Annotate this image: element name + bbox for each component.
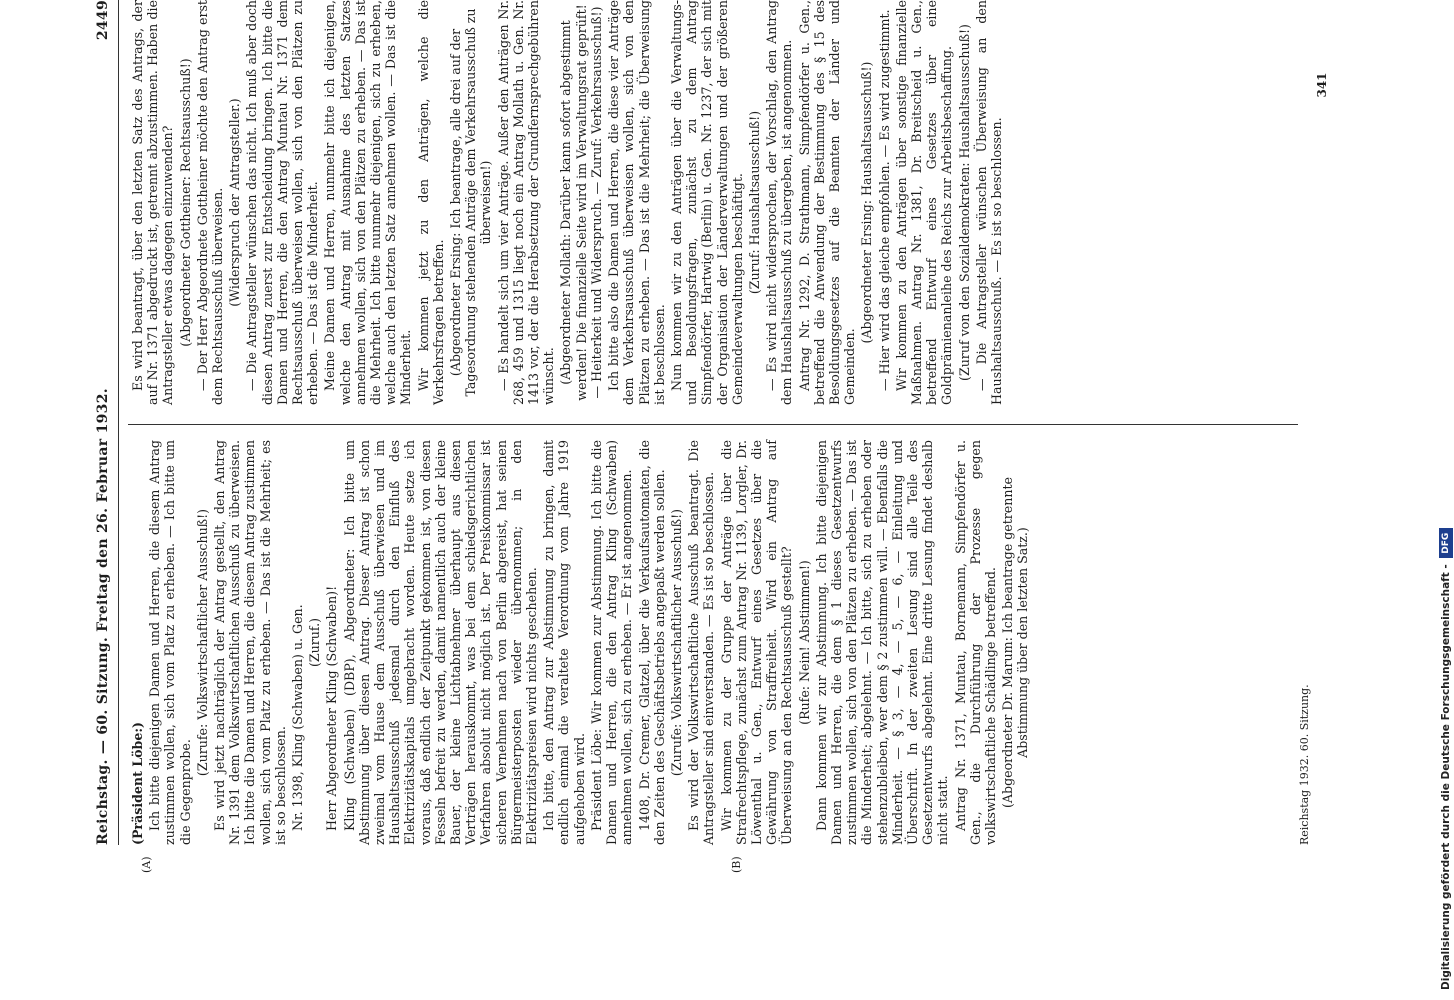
paragraph: Nr. 1398, Kling (Schwaben) u. Gen. bbox=[290, 604, 306, 831]
document-page bbox=[80, 0, 1355, 873]
interjection: (Abgeordneter Gottheiner: Rechtsausschuß!) bbox=[177, 58, 193, 347]
paragraph: Wir kommen jetzt zu den Anträgen, welche die Verkehrsfragen betreffen. bbox=[415, 0, 446, 405]
interjection: (Zurufe: Volkswirtschaftlicher Ausschuß!) bbox=[194, 508, 210, 777]
column-divider bbox=[128, 424, 1298, 425]
paragraph: Antrag Nr. 1292, D. Strathmann, Simpfendörfer u. Gen., betreffend die Anwendung der Bestimmung des § 15 des Besoldungsgesetzes auf die Beamten der Länder und Gemeinden. bbox=[796, 0, 858, 405]
digitization-text: Digitalisierung gefördert durch die Deutsche Forschungsgemeinschaft - bbox=[1440, 564, 1452, 990]
header-title: Reichstag. — 60. Sitzung. Freitag den 26. Februar 1932. bbox=[95, 388, 111, 845]
interjection: (Zuruf von den Sozialdemokraten: Haushaltsausschuß!) bbox=[956, 24, 972, 381]
paragraph: Es wird der Volkswirtschaftliche Ausschuß beantragt. Die Antragsteller sind einverstanden. — Es ist so beschlossen. bbox=[686, 440, 717, 845]
speaker-line: (Präsident Löbe:) bbox=[130, 722, 145, 845]
paragraph: Ich bitte diejenigen Damen und Herren, die diesem Antrag zustimmen wollen, sich vom Platz zu erheben. — Ich bitte um die Gegenprobe. bbox=[147, 440, 193, 845]
interjection: (Abgeordneter Ersing: Ich beantrage, alle drei auf der Tagesordnung stehenden Anträge dem Verkehrsausschuß zu überweisen!) bbox=[448, 8, 494, 397]
page-header bbox=[92, 0, 114, 845]
interjection: (Abgeordneter Mollath: Darüber kann sofort abgestimmt werden! Die finanzielle Seite wird im Verwaltungsrat geprüft! — Heiterkeit und Widerspruch. — Zuruf: Verkehrsausschuß!) bbox=[558, 4, 604, 401]
paragraph: — Es wird nicht widersprochen, der Vorschlag, den Antrag dem Haushaltsausschuß zu übergeben, ist angenommen. bbox=[764, 0, 795, 405]
header-page-number: 2449 bbox=[95, 0, 111, 41]
paragraph: Dann kommen wir zur Abstimmung. Ich bitte diejenigen Damen und Herren, die dem § 1 dieses Gesetzentwurfs zustimmen wollen, sich von den Plätzen zu erheben. — Das ist die Minderheit; abgelehnt. — Ich bitte, sich zu erheben oder stehenzubleiben, wer dem § 2 zustimmen will. — Ebenfalls die Minderheit. — § 3, — 4, — 5, — 6, — Einleitung und Überschrift. In der zweiten Lesung sind alle Teile des Gesetzentwurfs abgelehnt. Eine dritte Lesung findet deshalb nicht statt. bbox=[813, 440, 951, 845]
page-footer: Reichstag 1932. 60. Sitzung. bbox=[1298, 684, 1311, 845]
interjection: (Zuruf: Haushaltsausschuß!) bbox=[746, 110, 762, 295]
paragraph: Präsident Löbe: Wir kommen zur Abstimmung. Ich bitte die Damen und Herren, die den Antrag Kling (Schwaben) annehmen wollen, sich zu erheben. — Er ist angenommen. bbox=[588, 440, 635, 845]
paragraph: Antrag Nr. 1371, Muntau, Bornemann, Simpfendörfer u. Gen., die Durchführung der Prozesse gegen volkswirtschaftliche Schädlinge betreffend. bbox=[952, 440, 998, 845]
footer-number: 341 bbox=[1315, 72, 1329, 98]
paragraph: Herr Abgeordneter Kling (Schwaben)! bbox=[324, 585, 340, 831]
paragraph: Wir kommen zu der Gruppe der Anträge über die Strafrechtspflege, zunächst zum Antrag Nr. 1139, Lorgler, Dr. Löwenthal u. Gen., Entwurf eines Gesetzes über die Gewährung von Straffreiheit. Wird ein Antrag auf Überweisung an den Rechtsausschuß gestellt? bbox=[718, 440, 795, 845]
paragraph: Nun kommen wir zu den Anträgen über die Verwaltungs- und Besoldungsfragen, zunächst zu dem Antrag Simpfendörfer, Hartwig (Berlin) u. Gen. Nr. 1237, der sich mit der Organisation der Länderverwaltungen und der größeren Gemeindeverwaltungen beschäftigt. bbox=[668, 0, 745, 405]
paragraph: — Hier wird das gleiche empfohlen. — Es wird zugestimmt. bbox=[876, 9, 892, 391]
header-rule bbox=[118, 0, 119, 845]
paragraph: Meine Damen und Herren, nunmehr bitte ich diejenigen, welche den Antrag mit Ausnahme des letzten Satzes annehmen wollen, sich von den Plätzen zu erheben. — Das ist die Mehrheit. Ich bitte nunmehr diejenigen, sich zu erheben, welche auch den letzten Satz annehmen wollen. — Das ist die Minderheit. bbox=[322, 0, 414, 405]
right-column bbox=[130, 0, 1290, 405]
left-column bbox=[130, 440, 1290, 845]
interjection: (Zuruf.) bbox=[307, 617, 323, 668]
paragraph: Es wird jetzt nachträglich der Antrag gestellt, den Antrag Nr. 1391 dem Volkswirtschaftlichen Ausschuß zu überweisen. Ich bitte die Damen und Herren, die diesem Antrag zustimmen wollen, sich vom Platz zu erheben. — Das ist die Mehrheit; es ist so beschlossen. bbox=[212, 440, 288, 845]
paragraph: 1408, Dr. Cremer, Glatzel, über die Verkaufsautomaten, die den Zeiten des Geschäftsbetriebs angepaßt werden sollen. bbox=[636, 440, 667, 845]
margin-marker-a: (A) bbox=[140, 856, 153, 873]
interjection: (Widerspruch der Antragsteller.) bbox=[227, 98, 243, 307]
paragraph: Ich bitte also die Damen und Herren, die diese vier Anträge dem Verkehrsausschuß überweisen wollen, sich von den Plätzen zu erheben. — Das ist die Mehrheit; die Überweisung ist beschlossen. bbox=[606, 0, 667, 405]
paragraph: Es wird beantragt, über den letzten Satz des Antrags, der auf Nr. 1371 abgedruckt ist, getrennt abzustimmen. Haben die Antragsteller etwas dagegen einzuwenden? bbox=[130, 0, 176, 405]
paragraph: Kling (Schwaben) (DBP), Abgeordneter: Ich bitte um Abstimmung über diesen Antrag. Dieser Antrag ist schon zweimal vom Hause dem Ausschuß überwiesen und im Haushaltsausschuß jedesmal durch den Einfluß des Elektrizitätskapitals umgebracht worden. Heute setze ich voraus, daß endlich der Zeitpunkt gekommen ist, von diesen Fesseln befreit zu werden, damit namentlich auch der kleine Bauer, der kleine Lichtabnehmer überhaupt aus diesen Verträgen herauskommt, was bei dem schiedsgerichtlichen Verfahren absolut nicht möglich ist. Der Preiskommissar ist sicheren Vernehmen nach von Berlin abgereist, hat seinen Bürgermeisterposten wieder übernommen; in den Elektrizitätspreisen wird nichts geschehen. bbox=[341, 440, 540, 845]
paragraph: Ich bitte, den Antrag zur Abstimmung zu bringen, damit endlich einmal die veraltete Verordnung vom Jahre 1919 aufgehoben wird. bbox=[541, 440, 587, 845]
interjection: (Rufe: Nein! Abstimmen!) bbox=[796, 560, 812, 725]
margin-marker-b: (B) bbox=[730, 856, 743, 873]
paragraph: — Die Antragsteller wünschen Überweisung an den Haushaltsausschuß. — Es ist so beschlossen. bbox=[973, 0, 1004, 405]
interjection: (Abgeordneter Dr. Marum: Ich beantrage getrennte Abstimmung über den letzten Satz.) bbox=[1000, 477, 1031, 808]
interjection: (Zurufe: Volkswirtschaftlicher Ausschuß!) bbox=[668, 508, 684, 777]
paragraph: — Die Antragsteller wünschen das nicht. Ich muß aber doch diesen Antrag zuerst zur Entscheidung bringen. Ich bitte die Damen und Herren, die den Antrag Muntau Nr. 1371 dem Rechtsausschuß überweisen wollen, sich von den Plätzen zu erheben. — Das ist die Minderheit. bbox=[244, 0, 321, 405]
paragraph: — Der Herr Abgeordnete Gottheiner möchte den Antrag erst dem Rechtsausschuß überweisen. bbox=[194, 0, 226, 405]
interjection: (Abgeordneter Ersing: Haushaltsausschuß!) bbox=[859, 61, 875, 344]
digitization-note bbox=[1438, 10, 1454, 990]
paragraph: Wir kommen zu den Anträgen über sonstige finanzielle Maßnahmen. Antrag Nr. 1381, Dr. Breitscheid u. Gen., betreffend Entwurf eines Gesetzes über eine Goldprämienanleihe des Reichs zur Arbeitsbeschaffung. bbox=[893, 0, 955, 405]
paragraph: — Es handelt sich um vier Anträge. Außer den Anträgen Nr. 268, 459 und 1315 liegt noch ein Antrag Mollath u. Gen. Nr. 1413 vor, der die Herabsetzung der Grundfernsprechgebühren wünscht. bbox=[495, 0, 557, 405]
dfg-logo: DFG bbox=[1439, 528, 1453, 558]
